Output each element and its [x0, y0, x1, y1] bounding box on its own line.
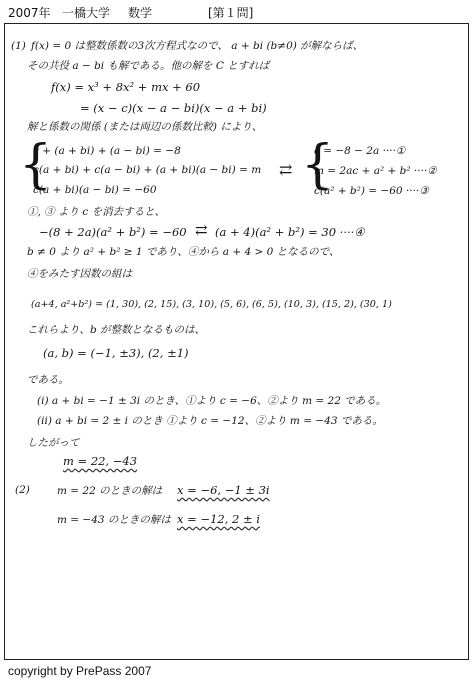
left-brace: {: [301, 135, 335, 195]
solution-line: である。: [27, 374, 69, 386]
system-equation: c(a + bi)(a − bi) = −60: [33, 184, 157, 196]
solution-line: f(x) = 0 は整数係数の3次方程式なので、 a + bi (b≠0) が解ならば、: [31, 40, 364, 52]
polynomial-factorization: = (x − c)(x − a − bi)(x − a + bi): [80, 101, 267, 115]
system-equation: c(a + bi) + c(a − bi) + (a + bi)(a − bi) = m: [33, 164, 262, 176]
handwritten-solution-sheet: [4, 23, 469, 660]
university-name: 一橋大学: [62, 6, 111, 20]
page-header: [0, 0, 473, 24]
answer-part2-m-43: x = −12, 2 ± i: [177, 512, 260, 526]
case-two: (ii) a + bi = 2 ± i のとき ①より c = −12、②より m = −43 である。: [37, 415, 383, 427]
part2-label: (2): [15, 484, 30, 496]
polynomial-definition: f(x) = x³ + 8x² + mx + 60: [51, 80, 201, 94]
solution-line: m = 22 のときの解は: [57, 485, 163, 497]
answer-part1: m = 22, −43: [63, 454, 138, 468]
equivalence-arrow: ⇄: [195, 221, 208, 239]
solution-line: したがって: [27, 437, 80, 449]
part1-label: (1): [11, 40, 26, 52]
solution-line: m = −43 のときの解は: [57, 514, 171, 526]
solution-line: b ≠ 0 より a² + b² ≥ 1 であり、④から a + 4 > 0 となるので、: [27, 246, 340, 258]
solution-line: これらより、b が整数となるものは、: [27, 324, 206, 336]
solution-line: 解と係数の関係 (または両辺の係数比較) により、: [27, 121, 263, 133]
integer-solutions: (a, b) = (−1, ±3), (2, ±1): [43, 346, 189, 360]
problem-number: [第１問]: [208, 6, 254, 20]
system-equation: c + (a + bi) + (a − bi) = −8: [33, 145, 181, 157]
solution-line: ①, ③ より c を消去すると、: [27, 206, 166, 218]
copyright-notice: copyright by PrePass 2007: [8, 664, 152, 678]
case-one: (i) a + bi = −1 ± 3i のとき、①より c = −6、②より m = 22 である。: [37, 395, 387, 407]
subject-name: 数学: [128, 6, 153, 20]
solution-line: ④をみたす因数の組は: [27, 268, 132, 280]
system-equation: c(a² + b²) = −60 ····③: [314, 185, 429, 197]
solution-line: その共役 a − bi も解である。他の解を C とすれば: [27, 60, 270, 72]
answer-part2-m22: x = −6, −1 ± 3i: [177, 483, 270, 497]
left-brace: {: [19, 135, 53, 195]
equation-four: (a + 4)(a² + b²) = 30 ····④: [215, 225, 365, 239]
eliminated-equation: −(8 + 2a)(a² + b²) = −60: [39, 225, 187, 239]
system-equation: c = −8 − 2a ····①: [314, 145, 406, 157]
equivalence-arrow: ⇄: [279, 160, 293, 179]
system-equation: m = 2ac + a² + b² ····②: [314, 165, 437, 177]
exam-year: 2007年: [8, 6, 51, 20]
factor-pairs: (a+4, a²+b²) = (1, 30), (2, 15), (3, 10), (5, 6), (6, 5), (10, 3), (15, 2), (30, 1): [31, 299, 392, 310]
